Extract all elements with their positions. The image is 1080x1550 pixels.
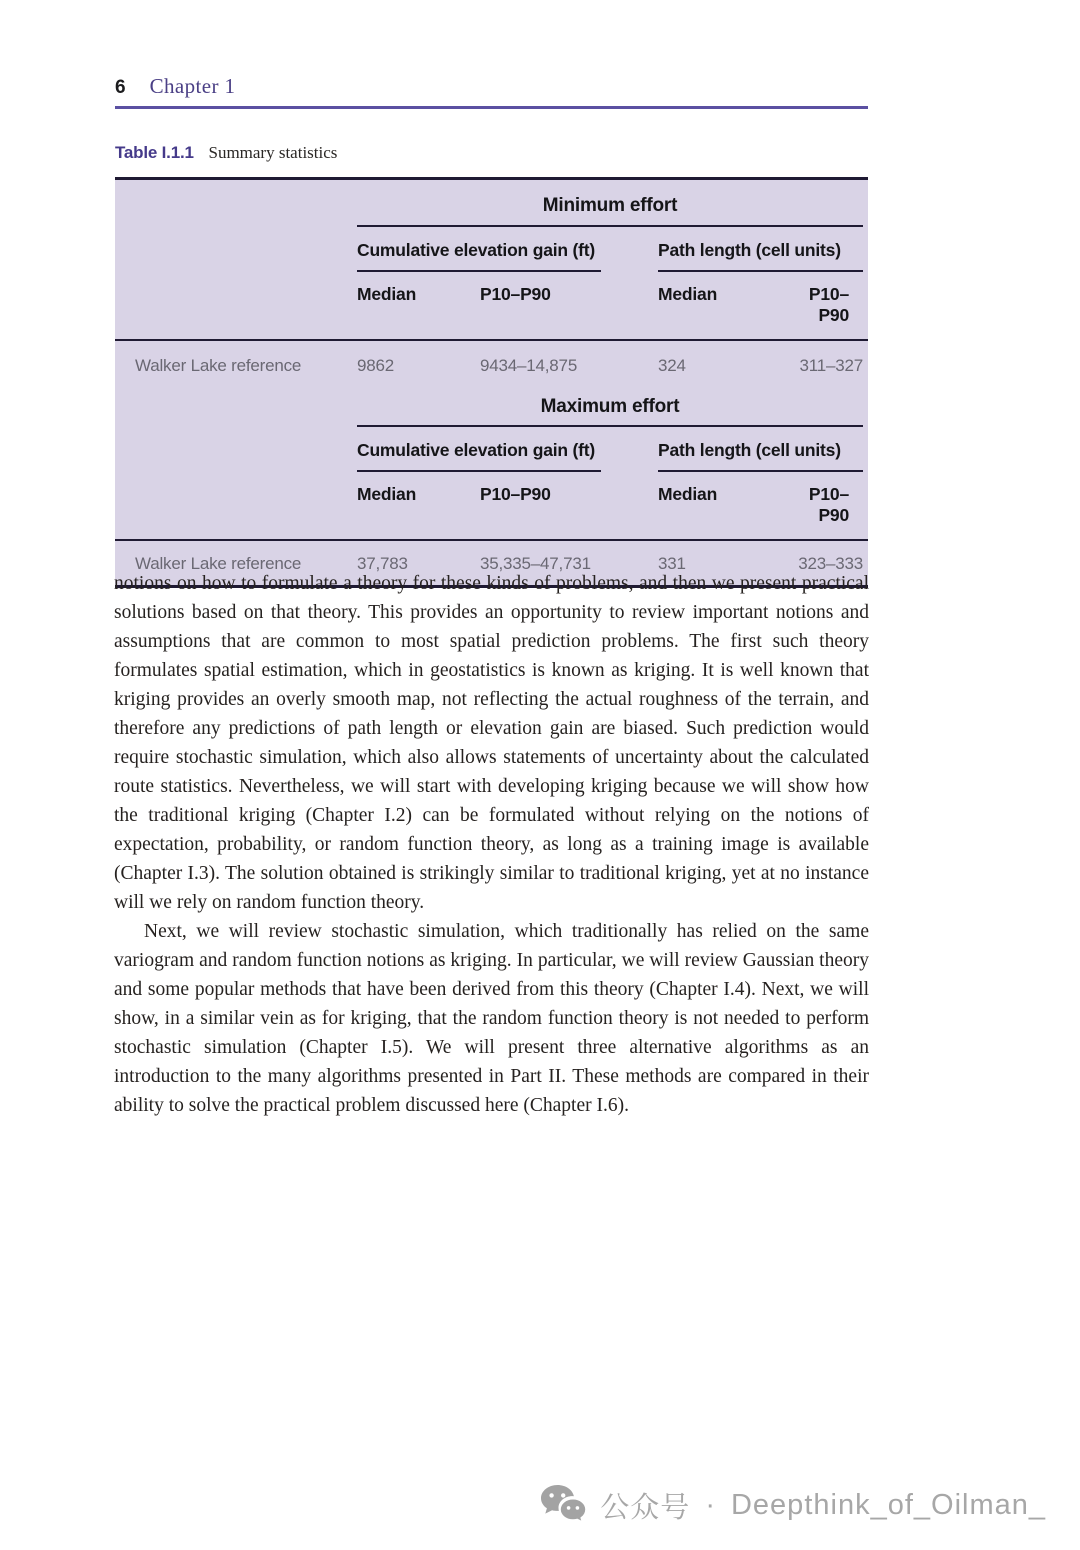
table-caption-label: Table I.1.1 [115,143,194,162]
table-row-walker-lake-min [115,341,868,387]
group-header-elevation-gain: Cumulative elevation gain (ft) [357,427,601,472]
row-label: Walker Lake reference [135,554,302,573]
footer-watermark [540,1484,1046,1526]
cell-p10p90-elevation: 9434–14,875 [480,356,578,375]
group-header-row [115,427,868,472]
cell-median-path: 331 [658,554,686,573]
cell-p10p90-path: 311–327 [799,356,863,375]
cell-median-path: 324 [658,356,686,375]
col-header-p10p90-2: P10–P90 [808,484,849,525]
cell-p10p90-path: 323–333 [798,554,863,573]
effort-title-row [115,180,868,227]
cell-median-elevation: 37,783 [357,554,408,573]
effort-title: Maximum effort [357,387,863,427]
page-header [115,74,868,109]
paragraph-2: Next, we will review stochastic simulation, which traditionally has relied on the same variogram and random function notions as kriging. In particular, we will review Gaussian theory and some popular methods that have been derived from this theory (Chapter I.4). Next, we will show, in a similar vein as for kriging, that the random function theory is not needed to perform stochastic simulation (Chapter I.5). We will present three alternative algorithms as an introduction to the many algorithms presented in Part II. These methods are compared in their ability to solve the practical problem discussed here (Chapter I.6). [114,921,869,1116]
group-header-elevation-gain: Cumulative elevation gain (ft) [357,227,601,272]
paragraph-1: notions on how to formulate a theory for these kinds of problems, and then we present practical solutions based on that theory. This provides an opportunity to review important notions and assumptions that are common to most spatial prediction problems. The first such theory formulates spatial estimation, which in geostatistics is known as kriging. It is well known that kriging provides an overly smooth map, not reflecting the actual roughness of the terrain, and therefore any predictions of path length or elevation gain are biased. Such prediction would require stochastic simulation, which also allows statements of uncertainty about the calculated route statistics. Nevertheless, we will start with developing kriging because we will show how the traditional kriging (Chapter I.2) can be formulated without relying on the notions of expectation, probability, or random function theory, as long as a training image is available (Chapter I.3). The solution obtained is strikingly similar to traditional kriging, yet at no instance will we rely on random function theory. [114,573,869,913]
effort-title-row [115,387,868,427]
col-header-p10p90-2: P10–P90 [808,284,849,325]
effort-title: Minimum effort [357,180,863,227]
col-header-p10p90-1: P10–P90 [480,284,551,304]
col-header-median-2: Median [658,484,718,504]
cell-median-elevation: 9862 [357,356,395,375]
page-number: 6 [115,77,126,98]
table-section-maximum-effort [115,387,868,585]
footer-platform-label: 公众号 [600,1491,691,1524]
column-header-row [115,472,868,539]
table-caption-title: Summary statistics [208,143,338,162]
col-header-p10p90-1: P10–P90 [480,484,551,504]
table-section-minimum-effort [115,180,868,387]
column-header-row [115,272,868,339]
table-caption [115,143,337,163]
group-header-path-length: Path length (cell units) [658,427,863,472]
chapter-title: Chapter 1 [149,74,236,98]
footer-separator: · [705,1488,716,1521]
summary-statistics-table [115,177,868,588]
footer-account-name: Deepthink_of_Oilman_ [730,1488,1046,1521]
col-header-median-1: Median [357,284,417,304]
row-label: Walker Lake reference [135,356,302,375]
group-header-row [115,227,868,272]
col-header-median-1: Median [357,484,417,504]
wechat-icon [540,1484,587,1526]
col-header-median-2: Median [658,284,718,304]
body-text [114,569,869,1120]
cell-p10p90-elevation: 35,335–47,731 [480,554,591,573]
group-header-path-length: Path length (cell units) [658,227,863,272]
